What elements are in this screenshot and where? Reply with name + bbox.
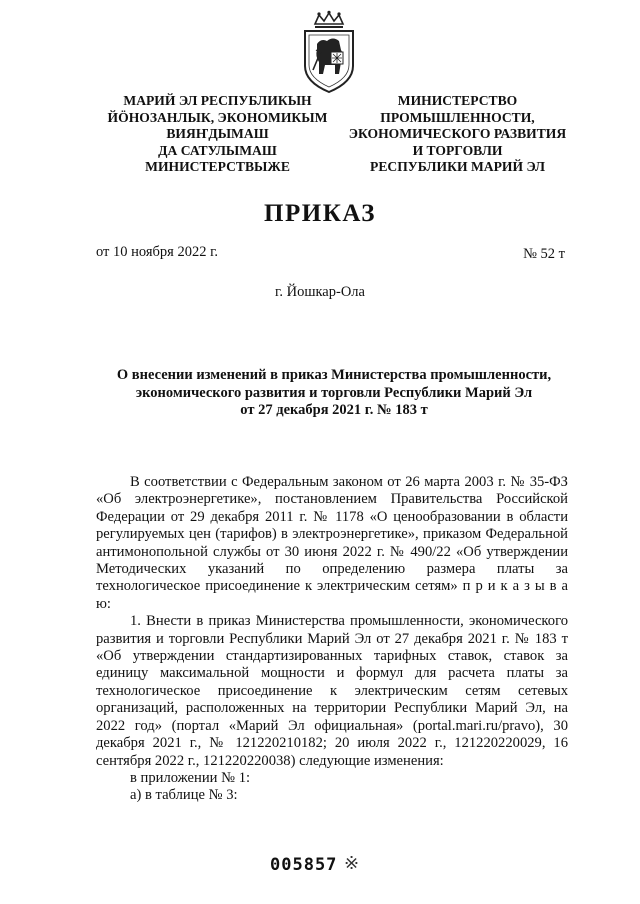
coat-of-arms-icon: [301, 10, 357, 94]
subject-line: от 27 декабря 2021 г. № 183 т: [240, 402, 428, 419]
document-city: г. Йошкар-Ола: [275, 284, 365, 300]
header-left-line: ДА САТУЛЫМАШ: [158, 142, 277, 158]
document-title: ПРИКАЗ: [264, 200, 376, 227]
security-mark-icon: ※: [344, 853, 360, 873]
document-subject: [60, 367, 608, 420]
subject-line: экономического развития и торговли Республики Марий Эл: [135, 384, 533, 401]
header-right-line: РЕСПУБЛИКИ МАРИЙ ЭЛ: [370, 159, 545, 175]
header-right-line: И ТОРГОВЛИ: [412, 142, 503, 158]
document-date: от 10 ноября 2022 г.: [96, 244, 219, 260]
table-line: а) в таблице № 3:: [130, 787, 238, 804]
document-number: № 52 т: [523, 246, 565, 262]
form-serial-number: 005857: [270, 855, 338, 875]
appendix-line: в приложении № 1:: [130, 769, 251, 786]
subject-line: О внесении изменений в приказ Министерства промышленности,: [116, 367, 552, 383]
header-right-line: ЭКОНОМИЧЕСКОГО РАЗВИТИЯ: [348, 126, 567, 142]
header-right-line: ПРОМЫШЛЕННОСТИ,: [380, 109, 535, 125]
ministry-name-mari: [95, 93, 340, 176]
preamble-paragraph: В соответствии с Федеральным законом от 26 марта 2003 г. № 35-ФЗ «Об электроэнергетике», постановлением Правительства Российской Федерации от 29 декабря 2011 г. № 1178 «О ценообразовании в области регулируемых цен (тарифов) в электроэнергетике», приказом Федеральной антимонопольной службы от 30 июня 2022 г. № 490/22 «Об утверждении Методических указаний по определению размера платы за технологическое присоединение к электрическим сетям» п р и к а з ы в а ю:: [96, 474, 568, 612]
header-left-line: МИНИСТЕРСТВЫЖЕ: [145, 159, 290, 175]
header-left-line: МАРИЙ ЭЛ РЕСПУБЛИКЫН: [123, 93, 312, 108]
header-right-line: МИНИСТЕРСТВО: [397, 93, 518, 108]
header-left-line: ВИЯҤДЫМАШ: [166, 126, 269, 142]
ministry-name-russian: [340, 93, 575, 176]
document-body: [96, 474, 568, 805]
header-left-line: ЙӦНОЗАНЛЫК, ЭКОНОМИКЫМ: [107, 109, 328, 125]
clause-1-paragraph: 1. Внести в приказ Министерства промышленности, экономического развития и торговли Республики Марий Эл от 27 декабря 2021 г. № 183 т «Об утверждении стандартизированных тарифных ставок, ставок за единицу максимальной мощности и формул для расчета платы за технологическое присоединение к электрическим сетям сетевых организаций, расположенных на территории Республики Марий Эл, на 2022 год» (портал «Марий Эл официальная» (portal.mari.ru/pravo), 30 декабря 2021 г., № 121220210182; 20 июля 2022 г., 121220220029, 16 сентября 2022 г., 121220220038) следующие изменения:: [96, 613, 568, 769]
